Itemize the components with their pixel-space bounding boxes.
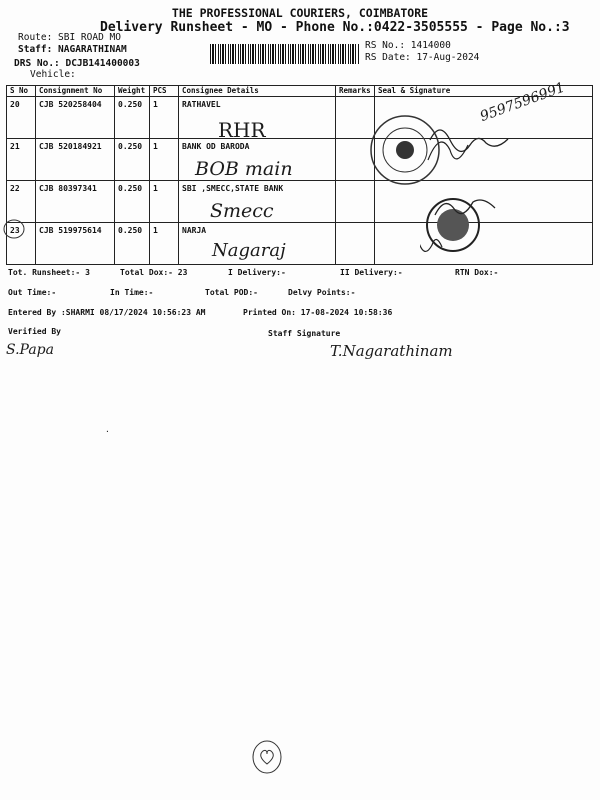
verified-by-label: Verified By: [8, 327, 61, 336]
cell-weight: 0.250: [115, 181, 150, 223]
rs-date: RS Date: 17-Aug-2024: [365, 52, 480, 63]
col-seal-signature: Seal & Signature: [375, 86, 593, 97]
cell-pcs: 1: [150, 97, 179, 139]
cell-sno: 21: [7, 139, 36, 181]
total-pod: Total POD:-: [205, 288, 258, 297]
entered-by: Entered By :SHARMI 08/17/2024 10:56:23 AM: [8, 308, 206, 317]
drs-number: DRS No.: DCJB141400003: [14, 58, 140, 69]
col-consignee: Consignee Details: [179, 86, 336, 97]
cell-pcs: 1: [150, 223, 179, 265]
total-dox: Total Dox:- 23: [120, 268, 188, 277]
cell-sno: 22: [7, 181, 36, 223]
staff-signature-label: Staff Signature: [268, 329, 341, 338]
handwritten-name-row-21: BOB main: [195, 158, 293, 180]
barcode-image: [210, 44, 360, 64]
tot-runsheet: Tot. Runsheet:- 3: [8, 268, 90, 277]
staff-label: Staff: NAGARATHINAM: [18, 44, 127, 55]
cell-consignment: CJB 80397341: [36, 181, 115, 223]
cell-sno: 20: [7, 97, 36, 139]
handwritten-name-row-22: Smecc: [210, 200, 274, 222]
stray-dot: ·: [105, 427, 110, 436]
handwritten-phone: 9597596991: [478, 79, 568, 126]
cell-pcs: 1: [150, 139, 179, 181]
staff-signature: T.Nagarathinam: [330, 342, 453, 360]
col-sno: S No: [7, 86, 36, 97]
col-remarks: Remarks: [336, 86, 375, 97]
route-label: Route: SBI ROAD MO: [18, 32, 121, 43]
company-title: THE PROFESSIONAL COURIERS, COIMBATORE: [171, 6, 429, 20]
runsheet-title: Delivery Runsheet - MO - Phone No.:0422-3505555 - Page No.:3: [100, 20, 570, 35]
rtn-dox: RTN Dox:-: [455, 268, 499, 277]
table-header-row: [7, 86, 593, 97]
cell-weight: 0.250: [115, 97, 150, 139]
cell-consignee: NARJA: [179, 223, 336, 265]
heart-doodle-icon: [250, 738, 284, 776]
col-consignment: Consignment No: [36, 86, 115, 97]
cell-consignee: RATHAVEL: [179, 97, 336, 139]
cell-consignment: CJB 520184921: [36, 139, 115, 181]
cell-weight: 0.250: [115, 223, 150, 265]
vehicle-label: Vehicle:: [30, 69, 76, 80]
circle-mark-icon: [2, 218, 26, 240]
cell-weight: 0.250: [115, 139, 150, 181]
cell-sno: 23: [7, 223, 36, 265]
col-pcs: PCS: [150, 86, 179, 97]
cell-consignee: BANK OD BARODA: [179, 139, 336, 181]
cell-remarks: [336, 223, 375, 265]
col-weight: Weight: [115, 86, 150, 97]
handwritten-name-row-20: RHR: [218, 118, 266, 142]
in-time: In Time:-: [110, 288, 154, 297]
i-delivery: I Delivery:-: [228, 268, 286, 277]
cell-pcs: 1: [150, 181, 179, 223]
out-time: Out Time:-: [8, 288, 57, 297]
cell-consignment: CJB 519975614: [36, 223, 115, 265]
printed-on: Printed On: 17-08-2024 10:58:36: [243, 308, 393, 317]
ii-delivery: II Delivery:-: [340, 268, 403, 277]
verified-signature: S.Papa: [6, 342, 54, 358]
rs-number: RS No.: 1414000: [365, 40, 451, 51]
handwritten-name-row-23: Nagaraj: [212, 240, 286, 261]
cell-consignment: CJB 520258404: [36, 97, 115, 139]
signature-scribbles-icon: [420, 110, 590, 270]
cell-consignee: SBI ,SMECC,STATE BANK: [179, 181, 336, 223]
delvy-points: Delvy Points:-: [288, 288, 356, 297]
